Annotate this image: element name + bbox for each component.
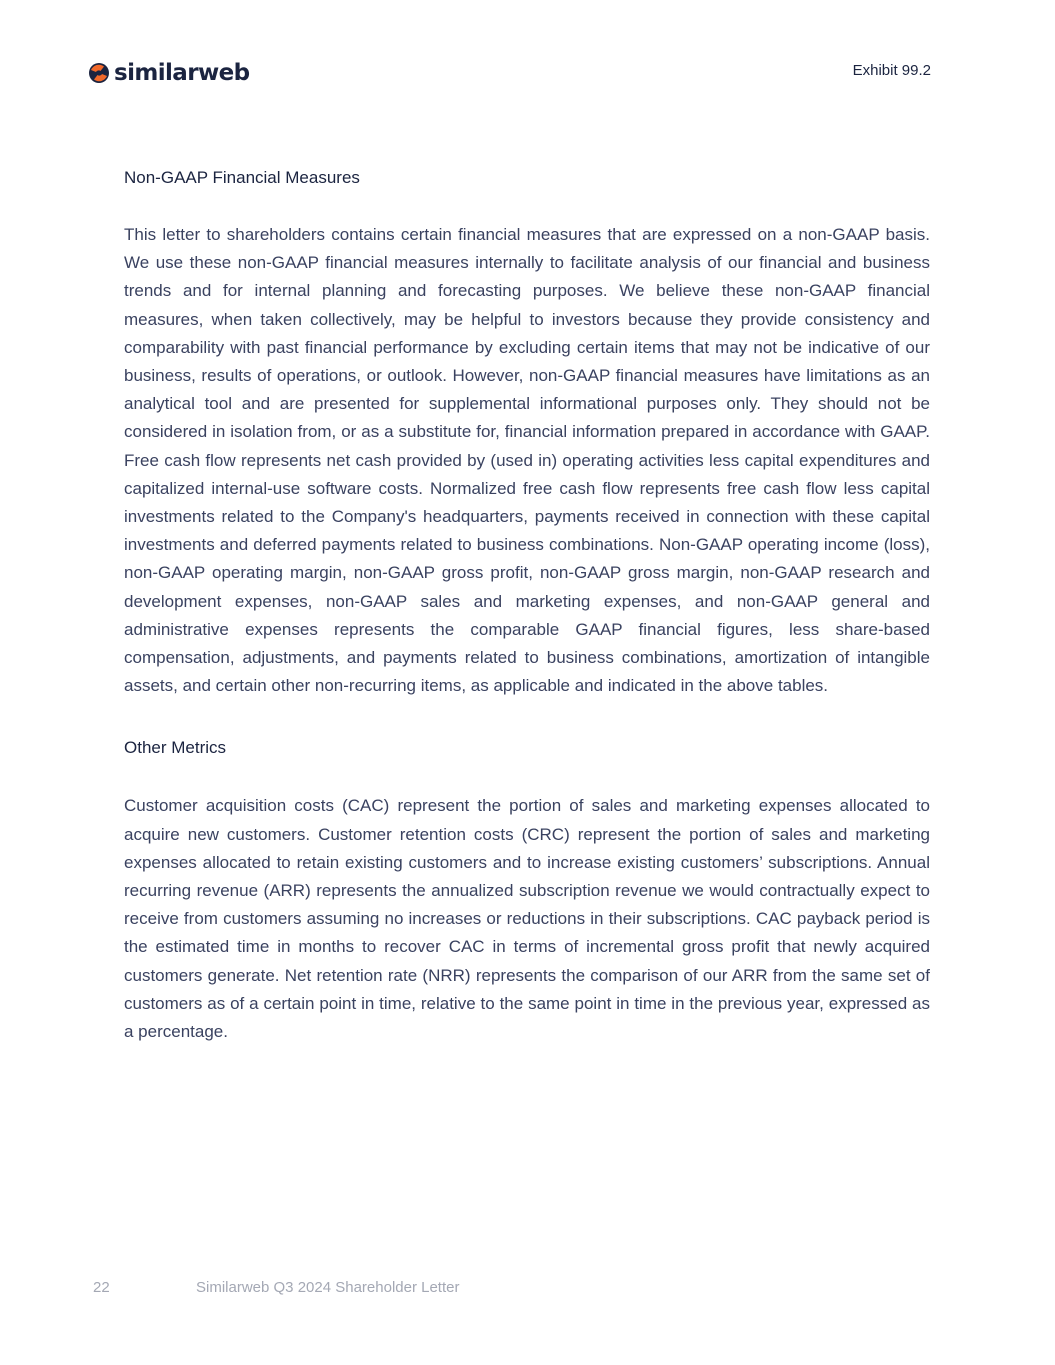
exhibit-label: Exhibit 99.2 [852, 62, 931, 79]
similarweb-logo [88, 58, 249, 88]
section-body-non-gaap: This letter to shareholders contains certain financial measures that are expressed on a non-GAAP basis. We use these non-GAAP financial measures internally to facilitate analysis of our financial and business trends and for internal planning and forecasting purposes. We believe these non-GAAP financial measures, when taken collectively, may be helpful to investors because they provide consistency and comparability with past financial performance by excluding certain items that may not be indicative of our business, results of operations, or outlook. However, non-GAAP financial measures have limitations as an analytical tool and are presented for supplemental informational purposes only. They should not be considered in isolation from, or as a substitute for, financial information prepared in accordance with GAAP. Free cash flow represents net cash provided by (used in) operating activities less capital expenditures and capitalized internal-use software costs. Normalized free cash flow represents free cash flow less capital investments related to the Company's headquarters, payments received in connection with these capital investments and deferred payments related to business combinations. Non-GAAP operating income (loss), non-GAAP operating margin, non-GAAP gross profit, non-GAAP gross margin, non-GAAP research and development expenses, non-GAAP sales and marketing expenses, and non-GAAP general and administrative expenses represents the comparable GAAP financial figures, less share-based compensation, adjustments, and payments related to business combinations, amortization of intangible assets, and certain other non-recurring items, as applicable and indicated in the above tables. [124, 225, 930, 696]
page-number: 22 [93, 1279, 110, 1296]
similarweb-logo-icon [88, 62, 110, 84]
footer-title: Similarweb Q3 2024 Shareholder Letter [196, 1279, 460, 1296]
section-heading-other-metrics: Other Metrics [124, 738, 227, 758]
section-body-other-metrics: Customer acquisition costs (CAC) represent the portion of sales and marketing expenses allocated to acquire new customers. Customer retention costs (CRC) represent the portion of sales and marketing expenses allocated to retain existing customers and to increase existing customers’ subscriptions. Annual recurring revenue (ARR) represents the annualized subscription revenue we would contractually expect to receive from customers assuming no increases or reductions in their subscriptions. CAC payback period is the estimated time in months to recover CAC in terms of incremental gross profit that newly acquired customers generate. Net retention rate (NRR) represents the comparison of our ARR from the same set of customers as of a certain point in time, relative to the same point in time in the previous year, expressed as a percentage. [124, 796, 930, 1042]
main-content [124, 165, 930, 1046]
section-heading-non-gaap: Non-GAAP Financial Measures [124, 168, 360, 187]
logo-text: similarweb [114, 60, 250, 86]
